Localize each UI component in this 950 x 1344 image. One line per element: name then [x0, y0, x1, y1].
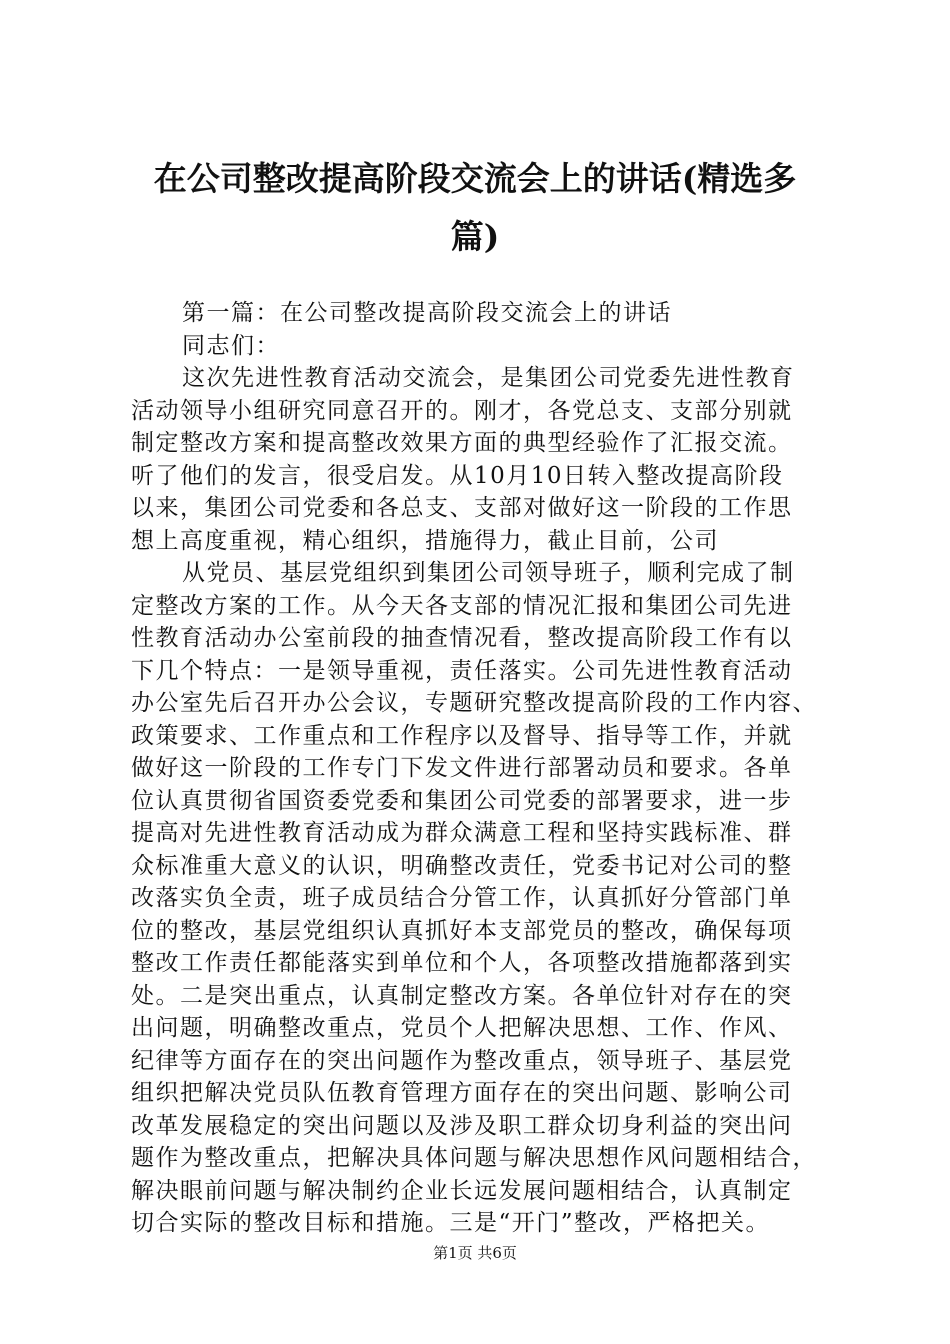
body-text-line: 性教育活动办公室前段的抽查情况看，整改提高阶段工作有以	[131, 625, 793, 651]
body-text-line: 听了他们的发言，很受启发。从10月10日转入整改提高阶段	[131, 462, 784, 489]
body-text-line: 题作为整改重点，把解决具体问题与解决思想作风问题相结合，	[131, 1145, 817, 1171]
body-text-line: 改革发展稳定的突出问题以及涉及职工群众切身利益的突出问	[131, 1112, 793, 1139]
body-text-line: 解决眼前问题与解决制约企业长远发展问题相结合，认真制定	[131, 1177, 793, 1204]
body-text-line: 以来，集团公司党委和各总支、支部对做好这一阶段的工作思	[131, 495, 793, 521]
document-body	[131, 297, 843, 1240]
body-text-line: 从党员、基层党组织到集团公司领导班子，顺利完成了制	[182, 560, 795, 586]
body-text-line: 这次先进性教育活动交流会，是集团公司党委先进性教育	[182, 365, 795, 391]
body-text-line: 同志们：	[182, 332, 280, 359]
title-line-1: 在公司整改提高阶段交流会上的讲话(精选多	[153, 159, 797, 198]
body-text-line: 位的整改，基层党组织认真抓好本支部党员的整改，确保每项	[131, 917, 793, 944]
body-text-line: 定整改方案的工作。从今天各支部的情况汇报和集团公司先进	[131, 592, 793, 619]
body-text-line: 政策要求、工作重点和工作程序以及督导、指导等工作，并就	[131, 722, 793, 749]
body-text-line: 纪律等方面存在的突出问题作为整改重点，领导班子、基层党	[131, 1047, 793, 1074]
body-text-line: 位认真贯彻省国资委党委和集团公司党委的部署要求，进一步	[131, 787, 793, 814]
body-text-line: 做好这一阶段的工作专门下发文件进行部署动员和要求。各单	[131, 755, 793, 781]
body-text-line: 制定整改方案和提高整改效果方面的典型经验作了汇报交流。	[131, 430, 793, 456]
body-text-line: 出问题，明确整改重点，党员个人把解决思想、工作、作风、	[131, 1015, 793, 1041]
body-text-line: 想上高度重视，精心组织，措施得力，截止目前，公司	[131, 527, 719, 554]
body-text-line: 众标准重大意义的认识，明确整改责任，党委书记对公司的整	[131, 852, 793, 879]
body-text-line: 提高对先进性教育活动成为群众满意工程和坚持实践标准、群	[131, 820, 793, 846]
title-line-2: 篇)	[450, 217, 500, 256]
body-text-line: 第一篇：在公司整改提高阶段交流会上的讲话	[182, 300, 672, 326]
body-text-line: 处。二是突出重点，认真制定整改方案。各单位针对存在的突	[131, 982, 793, 1009]
body-text-line: 整改工作责任都能落实到单位和个人，各项整改措施都落到实	[131, 950, 793, 976]
body-text-line: 活动领导小组研究同意召开的。刚才，各党总支、支部分别就	[131, 397, 793, 424]
document-title	[120, 150, 830, 266]
body-text-line: 办公室先后召开办公会议，专题研究整改提高阶段的工作内容、	[131, 690, 817, 716]
body-text-line: 组织把解决党员队伍教育管理方面存在的突出问题、影响公司	[131, 1080, 793, 1106]
body-text-line: 切合实际的整改目标和措施。三是“开门”整改，严格把关。	[131, 1210, 771, 1236]
body-text-line: 改落实负全责，班子成员结合分管工作，认真抓好分管部门单	[131, 885, 793, 911]
body-text-line: 下几个特点：一是领导重视，责任落实。公司先进性教育活动	[131, 657, 793, 684]
page-footer: 第1页 共6页	[433, 1244, 517, 1262]
